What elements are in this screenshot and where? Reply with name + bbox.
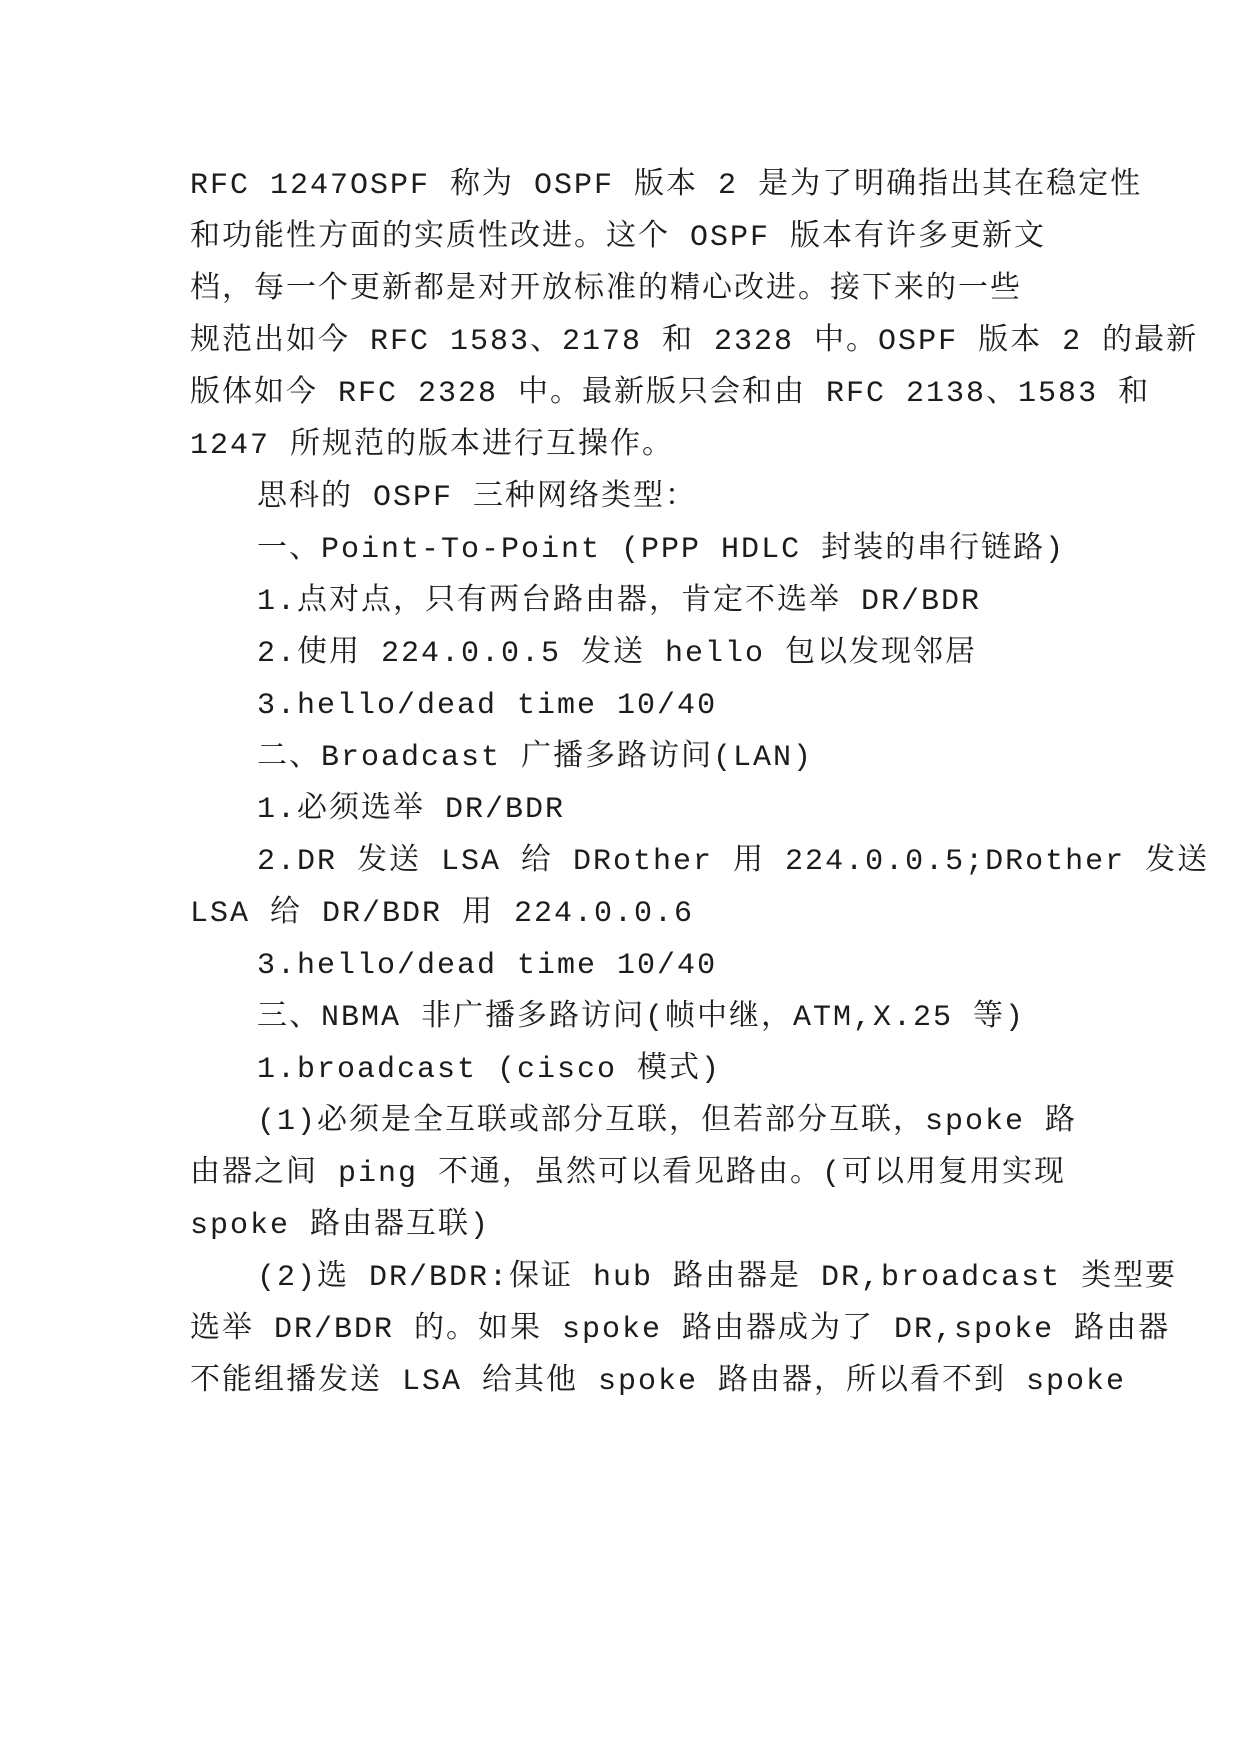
text-line: 版体如今 RFC 2328 中。最新版只会和由 RFC 2138、1583 和: [190, 377, 1151, 411]
paragraph-broadcast-heading: [190, 732, 1070, 784]
text-line: 3.hello/dead time 10/40: [257, 689, 718, 723]
paragraph-ospf-v2-intro: [190, 160, 1199, 472]
text-line: 1.broadcast (cisco 模式): [257, 1053, 722, 1087]
text-line: 思科的 OSPF 三种网络类型：: [257, 481, 698, 515]
text-line: 和功能性方面的实质性改进。这个 OSPF 版本有许多更新文: [190, 221, 1047, 255]
text-line: (1)必须是全互联或部分互联，但若部分互联，spoke 路: [257, 1105, 1078, 1139]
text-line: 3.hello/dead time 10/40: [257, 949, 718, 983]
text-line: 一、Point-To-Point (PPP HDLC 封装的串行链路): [257, 533, 1066, 567]
text-line: 1247 所规范的版本进行互操作。: [190, 429, 675, 463]
document-page: [190, 160, 1210, 1408]
paragraph-nbma-item-1: [190, 1044, 1070, 1096]
text-line: 选举 DR/BDR 的。如果 spoke 路由器成为了 DR,spoke 路由器: [190, 1313, 1171, 1347]
paragraph-point-to-point-heading: [190, 524, 1070, 576]
paragraph-broadcast-item-2: [190, 836, 1210, 940]
text-line: LSA 给 DR/BDR 用 224.0.0.6: [190, 897, 695, 931]
text-line: 不能组播发送 LSA 给其他 spoke 路由器，所以看不到 spoke: [190, 1365, 1127, 1399]
text-line: 1.点对点，只有两台路由器，肯定不选举 DR/BDR: [257, 585, 982, 619]
paragraph-network-types-heading: [190, 472, 1070, 524]
text-line: 2.使用 224.0.0.5 发送 hello 包以发现邻居: [257, 637, 978, 671]
paragraph-p2p-item-3: [190, 680, 1070, 732]
paragraph-p2p-item-2: [190, 628, 1070, 680]
text-line: 规范出如今 RFC 1583、2178 和 2328 中。OSPF 版本 2 的最新: [190, 325, 1199, 359]
paragraph-broadcast-item-1: [190, 784, 1070, 836]
text-line: (2)选 DR/BDR:保证 hub 路由器是 DR,broadcast 类型要: [257, 1261, 1178, 1295]
paragraph-nbma-heading: [190, 992, 1070, 1044]
paragraph-p2p-item-1: [190, 576, 1070, 628]
paragraph-nbma-sub-1: [190, 1096, 1078, 1252]
text-line: 档，每一个更新都是对开放标准的精心改进。接下来的一些: [190, 273, 1022, 307]
text-line: spoke 路由器互联): [190, 1209, 491, 1243]
text-line: 二、Broadcast 广播多路访问(LAN): [257, 741, 814, 775]
paragraph-broadcast-item-3: [190, 940, 1070, 992]
paragraph-nbma-sub-2: [190, 1252, 1178, 1408]
text-line: 三、NBMA 非广播多路访问(帧中继，ATM,X.25 等): [257, 1001, 1026, 1035]
text-line: 由器之间 ping 不通，虽然可以看见路由。(可以用复用实现: [190, 1157, 1067, 1191]
text-line: 2.DR 发送 LSA 给 DRother 用 224.0.0.5;DRother 发送: [257, 845, 1210, 879]
text-line: RFC 1247OSPF 称为 OSPF 版本 2 是为了明确指出其在稳定性: [190, 169, 1143, 203]
text-line: 1.必须选举 DR/BDR: [257, 793, 566, 827]
